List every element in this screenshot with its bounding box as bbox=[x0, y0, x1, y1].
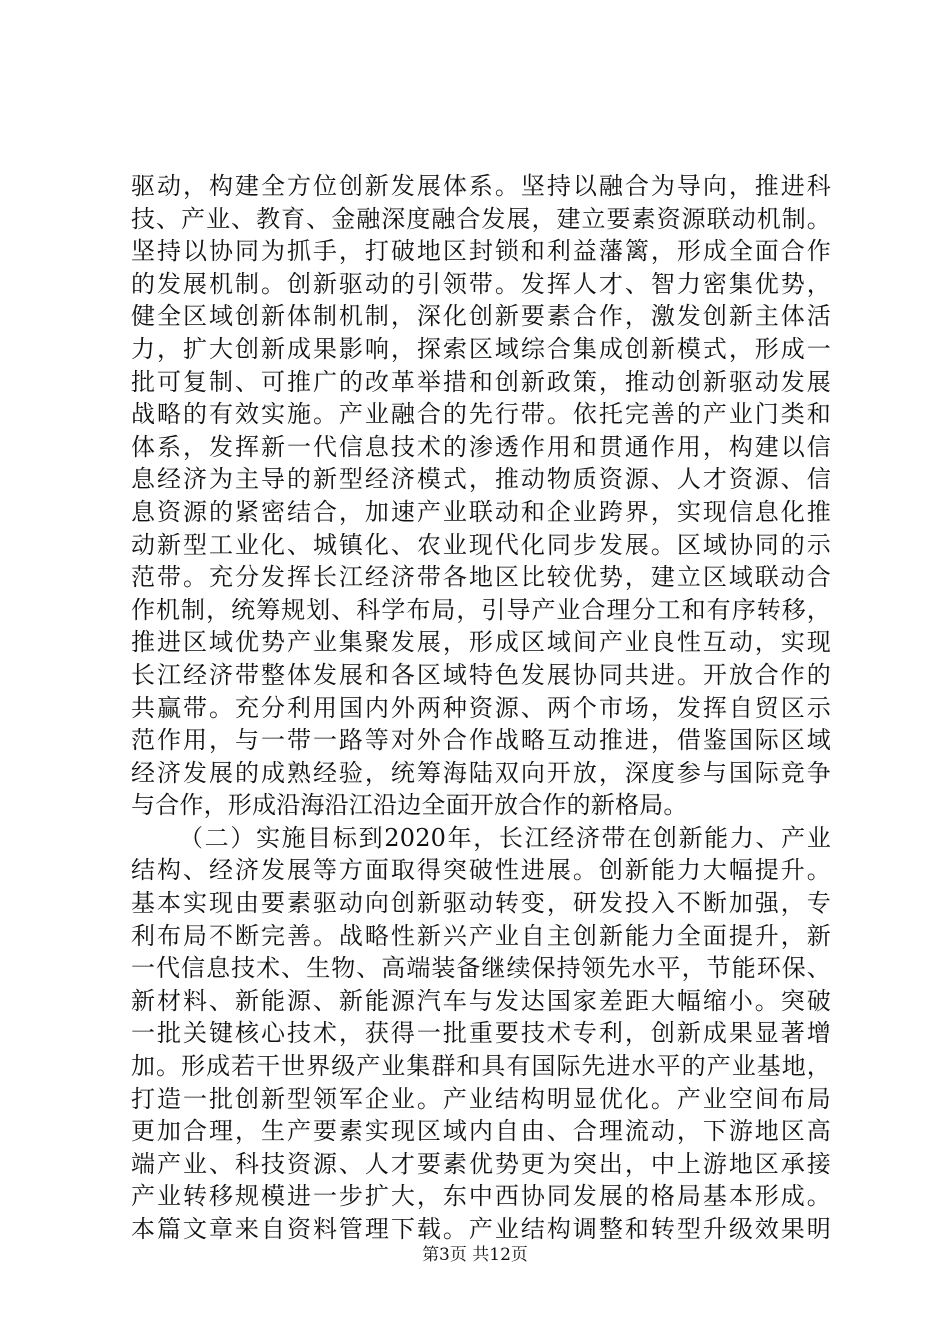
text-line: 长江经济带整体发展和各区域特色发展协同共进。开放合作的 bbox=[131, 660, 831, 689]
text-line: 端产业、科技资源、人才要素优势更为突出，中上游地区承接 bbox=[131, 1149, 831, 1178]
text-line: 范作用，与一带一路等对外合作战略互动推进，借鉴国际区域 bbox=[131, 726, 831, 755]
text-line: 推进区域优势产业集聚发展，形成区域间产业良性互动，实现 bbox=[131, 628, 831, 657]
paragraph-end-line: 与合作，形成沿海沿江沿边全面开放合作的新格局。 bbox=[131, 791, 688, 820]
text-line: 利布局不断完善。战略性新兴产业自主创新能力全面提升，新 bbox=[131, 921, 831, 950]
text-line: 坚持以协同为抓手，打破地区封锁和利益藩篱，形成全面合作 bbox=[131, 237, 831, 266]
text-line: 健全区域创新体制机制，深化创新要素合作，激发创新主体活 bbox=[131, 302, 831, 331]
text-line: 范带。充分发挥长江经济带各地区比较优势，建立区域联动合 bbox=[131, 563, 831, 592]
text-line: 基本实现由要素驱动向创新驱动转变，研发投入不断加强，专 bbox=[131, 889, 831, 918]
text-line: 加。形成若干世界级产业集群和具有国际先进水平的产业基地， bbox=[131, 1052, 831, 1081]
text-line: 体系，发挥新一代信息技术的渗透作用和贯通作用，构建以信 bbox=[131, 432, 831, 461]
text-line: 经济发展的成熟经验，统筹海陆双向开放，深度参与国际竞争 bbox=[131, 758, 831, 787]
text-line: 息资源的紧密结合，加速产业联动和企业跨界，实现信息化推 bbox=[131, 497, 831, 526]
text-line: 新材料、新能源、新能源汽车与发达国家差距大幅缩小。突破 bbox=[131, 986, 831, 1015]
text-line: 作机制，统筹规划、科学布局，引导产业合理分工和有序转移， bbox=[131, 595, 831, 624]
text-line: 驱动，构建全方位创新发展体系。坚持以融合为导向，推进科 bbox=[131, 172, 831, 200]
text-line: 共赢带。充分利用国内外两种资源、两个市场，发挥自贸区示 bbox=[131, 693, 831, 722]
text-line: 产业转移规模进一步扩大，东中西协同发展的格局基本形成。 bbox=[131, 1182, 831, 1211]
text-line: 的发展机制。创新驱动的引领带。发挥人才、智力密集优势， bbox=[131, 269, 831, 298]
text-line: 技、产业、教育、金融深度融合发展，建立要素资源联动机制。 bbox=[131, 204, 831, 233]
text-line: 本篇文章来自资料管理下载。产业结构调整和转型升级效果明 bbox=[131, 1215, 831, 1243]
page-number-footer: 第3页 共12页 bbox=[422, 1245, 528, 1265]
text-line: 战略的有效实施。产业融合的先行带。依托完善的产业门类和 bbox=[131, 400, 831, 429]
text-line: 结构、经济发展等方面取得突破性进展。创新能力大幅提升。 bbox=[131, 856, 831, 885]
text-line: 力，扩大创新成果影响，探索区域综合集成创新模式，形成一 bbox=[131, 334, 831, 363]
text-line: 动新型工业化、城镇化、农业现代化同步发展。区域协同的示 bbox=[131, 530, 831, 559]
document-body bbox=[131, 170, 831, 1246]
paragraph-start-line: （二）实施目标到2020年，长江经济带在创新能力、产业 bbox=[179, 823, 831, 852]
text-line: 更加合理，生产要素实现区域内自由、合理流动，下游地区高 bbox=[131, 1117, 831, 1146]
text-line: 一代信息技术、生物、高端装备继续保持领先水平，节能环保、 bbox=[131, 954, 831, 983]
text-line: 息经济为主导的新型经济模式，推动物质资源、人才资源、信 bbox=[131, 465, 831, 494]
text-line: 批可复制、可推广的改革举措和创新政策，推动创新驱动发展 bbox=[131, 367, 831, 396]
text-line: 打造一批创新型领军企业。产业结构明显优化。产业空间布局 bbox=[131, 1084, 831, 1113]
text-line: 一批关键核心技术，获得一批重要技术专利，创新成果显著增 bbox=[131, 1019, 831, 1048]
